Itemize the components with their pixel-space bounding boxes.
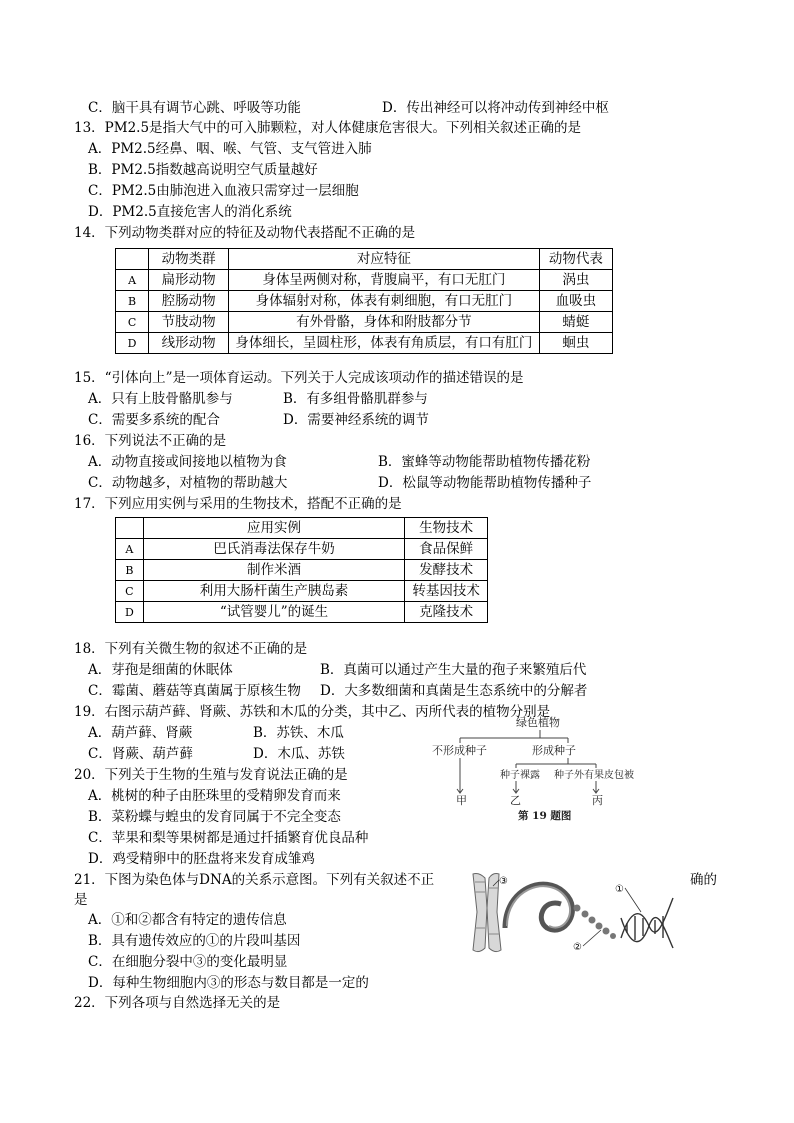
table-row [116,312,613,333]
q21-option-b: B．具有遗传效应的①的片段叫基因 [88,933,301,949]
q17-table [115,517,488,623]
table-cell: 食品保鲜 [405,539,488,560]
table-row [116,560,488,581]
leaf-jia: 甲 [456,794,467,807]
chromosome-icon [473,874,501,952]
table-row [116,270,613,291]
question-19-stem: 19．右图示葫芦藓、肾蕨、苏铁和木瓜的分类，其中乙、丙所代表的植物分别是 [74,704,551,720]
table-header: 对应特征 [229,249,540,270]
row-label: A [116,270,149,291]
table-cell: 身体呈两侧对称，背腹扁平，有口无肛门 [229,270,540,291]
table-cell: 腔肠动物 [149,291,229,312]
q21-option-c: C．在细胞分裂中③的变化最明显 [88,954,288,970]
table-cell: 血吸虫 [539,291,612,312]
chromosome-dna-diagram [465,868,677,960]
table-cell: 利用大肠杆菌生产胰岛素 [143,581,404,602]
q16-option-b: B．蜜蜂等动物能帮助植物传播花粉 [378,454,591,470]
q13-option-a: A．PM2.5经鼻、咽、喉、气管、支气管进入肺 [88,141,372,157]
q18-option-a: A．芽孢是细菌的休眠体 [88,662,233,678]
nucleosome-beads [574,905,617,940]
q15-option-a: A．只有上肢骨骼肌参与 [88,391,233,407]
q16-option-d: D．松鼠等动物能帮助植物传播种子 [378,475,592,491]
sub-branch-naked-label: 种子裸露 [500,770,540,781]
q18-option-d: D．大多数细菌和真菌是生态系统中的分解者 [320,683,588,699]
option-c: C．脑干具有调节心跳、呼吸等功能 [88,100,301,116]
question-17-stem: 17．下列应用实例与采用的生物技术，搭配不正确的是 [74,496,402,512]
table-header: 生物技术 [405,518,488,539]
table-cell: 身体细长，呈圆柱形，体表有角质层，有口有肛门 [229,333,540,354]
row-label: B [116,291,149,312]
option-d: D．传出神经可以将冲动传到神经中枢 [382,100,609,116]
row-label: B [116,560,144,581]
leaf-yi: 乙 [510,794,521,807]
q13-option-b: B．PM2.5指数越高说明空气质量越好 [88,162,318,178]
row-label: A [116,539,144,560]
table-cell: “试管婴儿”的诞生 [143,602,404,623]
q19-option-a: A．葫芦藓、肾蕨 [88,725,193,741]
question-18-stem: 18．下列有关微生物的叙述不正确的是 [74,641,308,657]
q16-option-a: A．动物直接或间接地以植物为食 [88,454,287,470]
table-row [116,581,488,602]
table-corner [116,518,144,539]
coiled-fiber [505,884,572,930]
row-label: C [116,312,149,333]
dna-helix-icon [621,898,673,948]
q21-option-a: A．①和②都含有特定的遗传信息 [88,912,287,928]
table-cell: 有外骨骼，身体和附肢都分节 [229,312,540,333]
branch-right-label: 形成种子 [532,744,576,757]
question-21-stem-cont: 是 [74,892,88,908]
table-cell: 克隆技术 [405,602,488,623]
q18-option-c: C．霉菌、蘑菇等真菌属于原核生物 [88,683,301,699]
table-cell: 蛔虫 [539,333,612,354]
row-label: D [116,333,149,354]
question-14-stem: 14．下列动物类群对应的特征及动物代表搭配不正确的是 [74,225,416,241]
table-header: 动物类群 [149,249,229,270]
q15-option-c: C．需要多系统的配合 [88,412,220,428]
q19-option-c: C．肾蕨、葫芦藓 [88,746,193,762]
q19-classification-diagram [428,714,658,824]
q15-option-b: B．有多组骨骼肌群参与 [283,391,428,407]
table-cell: 发酵技术 [405,560,488,581]
question-21-stem-tail: 确的 [690,872,717,888]
question-20-stem: 20．下列关于生物的生殖与发育说法正确的是 [74,767,348,783]
table-row [116,333,613,354]
table-cell: 节肢动物 [149,312,229,333]
table-row [116,291,613,312]
table-cell: 身体辐射对称，体表有刺细胞，有口无肛门 [229,291,540,312]
marker-1: ① [615,884,624,895]
q20-option-b: B．菜粉蝶与蝗虫的发育同属于不完全变态 [88,809,341,825]
q20-option-d: D．鸡受精卵中的胚盘将来发育成雏鸡 [88,851,315,867]
table-cell: 涡虫 [539,270,612,291]
table-cell: 转基因技术 [405,581,488,602]
table-header: 动物代表 [539,249,612,270]
question-16-stem: 16．下列说法不正确的是 [74,433,227,449]
q19-option-b: B．苏铁、木瓜 [253,725,344,741]
coil-texture [507,886,570,927]
q13-option-c: C．PM2.5由肺泡进入血液只需穿过一层细胞 [88,183,359,199]
table-corner [116,249,149,270]
q21-option-d: D．每种生物细胞内③的形态与数目都是一定的 [88,975,369,991]
question-13-stem: 13．PM2.5是指大气中的可入肺颗粒，对人体健康危害很大。下列相关叙述正确的是 [74,120,582,136]
q14-table [115,248,613,354]
question-15-stem: 15．“引体向上”是一项体育运动。下列关于人完成该项动作的描述错误的是 [74,370,524,386]
table-cell: 巴氏消毒法保存牛奶 [143,539,404,560]
question-22-stem: 22．下列各项与自然选择无关的是 [74,995,281,1011]
q20-option-c: C．苹果和梨等果树都是通过扦插繁育优良品种 [88,830,369,846]
root-label: 绿色植物 [516,716,560,729]
q13-option-d: D．PM2.5直接危害人的消化系统 [88,204,292,220]
q19-option-d: D．木瓜、苏铁 [253,746,345,762]
table-row [116,602,488,623]
table-cell: 蜻蜓 [539,312,612,333]
table-cell: 线形动物 [149,333,229,354]
row-label: C [116,581,144,602]
figure-caption: 第 19 题图 [518,810,572,822]
q20-option-a: A．桃树的种子由胚珠里的受精卵发育而来 [88,788,341,804]
marker-3: ③ [499,876,508,887]
leaf-bing: 丙 [592,794,603,807]
q18-option-b: B．真菌可以通过产生大量的孢子来繁殖后代 [320,662,587,678]
question-21-stem: 21．下图为染色体与DNA的关系示意图。下列有关叙述不正 [74,872,435,888]
table-cell: 制作米酒 [143,560,404,581]
q15-option-d: D．需要神经系统的调节 [283,412,429,428]
table-row [116,539,488,560]
marker-2: ② [573,942,582,953]
table-header: 应用实例 [143,518,404,539]
sub-branch-covered-label: 种子外有果皮包被 [554,770,634,781]
branch-left-label: 不形成种子 [432,744,487,757]
row-label: D [116,602,144,623]
q16-option-c: C．动物越多，对植物的帮助越大 [88,475,288,491]
table-cell: 扁形动物 [149,270,229,291]
diagram-lines [457,730,599,793]
